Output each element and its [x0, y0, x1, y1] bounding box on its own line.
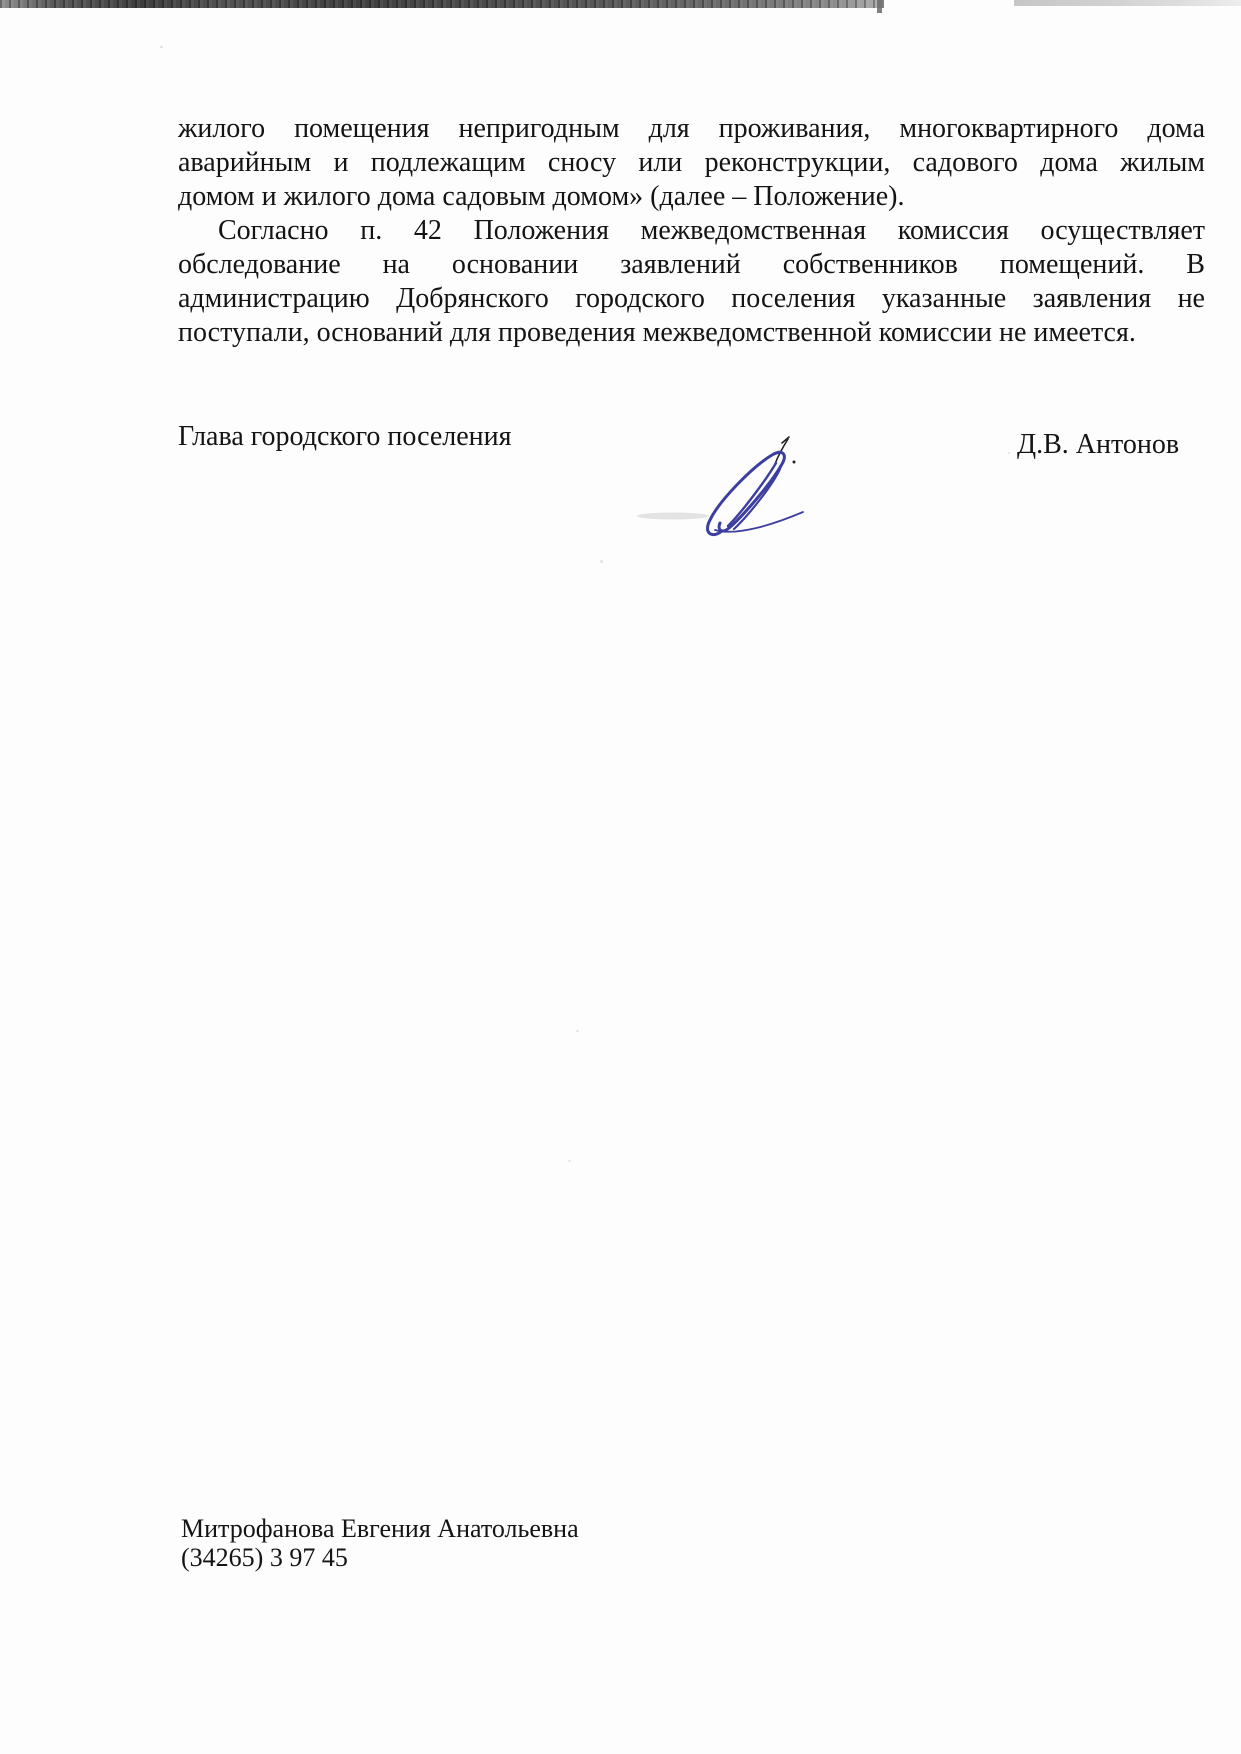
contact-name: Митрофанова Евгения Анатольевна — [181, 1514, 579, 1543]
body-text — [178, 112, 1205, 350]
signer-name: Д.В. Антонов — [1017, 429, 1180, 460]
scan-speck — [1008, 452, 1010, 454]
scan-artifact-band-left — [0, 0, 884, 8]
scan-artifact-tick — [877, 0, 882, 13]
contact-phone: (34265) 3 97 45 — [181, 1543, 348, 1572]
body-line: поступали, оснований для проведения межведомственной комиссии не имеется. — [178, 317, 1136, 348]
body-line: Согласно п. 42 Положения межведомственная комиссия осуществляет — [218, 215, 1205, 246]
body-line: жилого помещения непригодным для проживания, многоквартирного дома — [178, 113, 1205, 144]
ink-flourish — [708, 452, 803, 534]
body-line: администрацию Добрянского городского поселения указанные заявления не — [178, 283, 1205, 314]
scan-speck — [160, 46, 163, 48]
footer-contact — [181, 1514, 579, 1572]
scan-artifact-band-right — [1014, 0, 1241, 6]
signer-title: Глава городского поселения — [178, 421, 512, 452]
scan-speck — [600, 560, 603, 563]
body-line: обследование на основании заявлений собственников помещений. В — [178, 249, 1205, 280]
body-line: домом и жилого дома садовым домом» (далее – Положение). — [178, 181, 905, 212]
scan-speck — [576, 1030, 579, 1032]
scan-speck — [568, 1160, 571, 1162]
handwritten-signature — [625, 427, 815, 549]
scan-smudge — [637, 513, 709, 520]
body-line: аварийным и подлежащим сносу или реконструкции, садового дома жилым — [178, 147, 1205, 178]
